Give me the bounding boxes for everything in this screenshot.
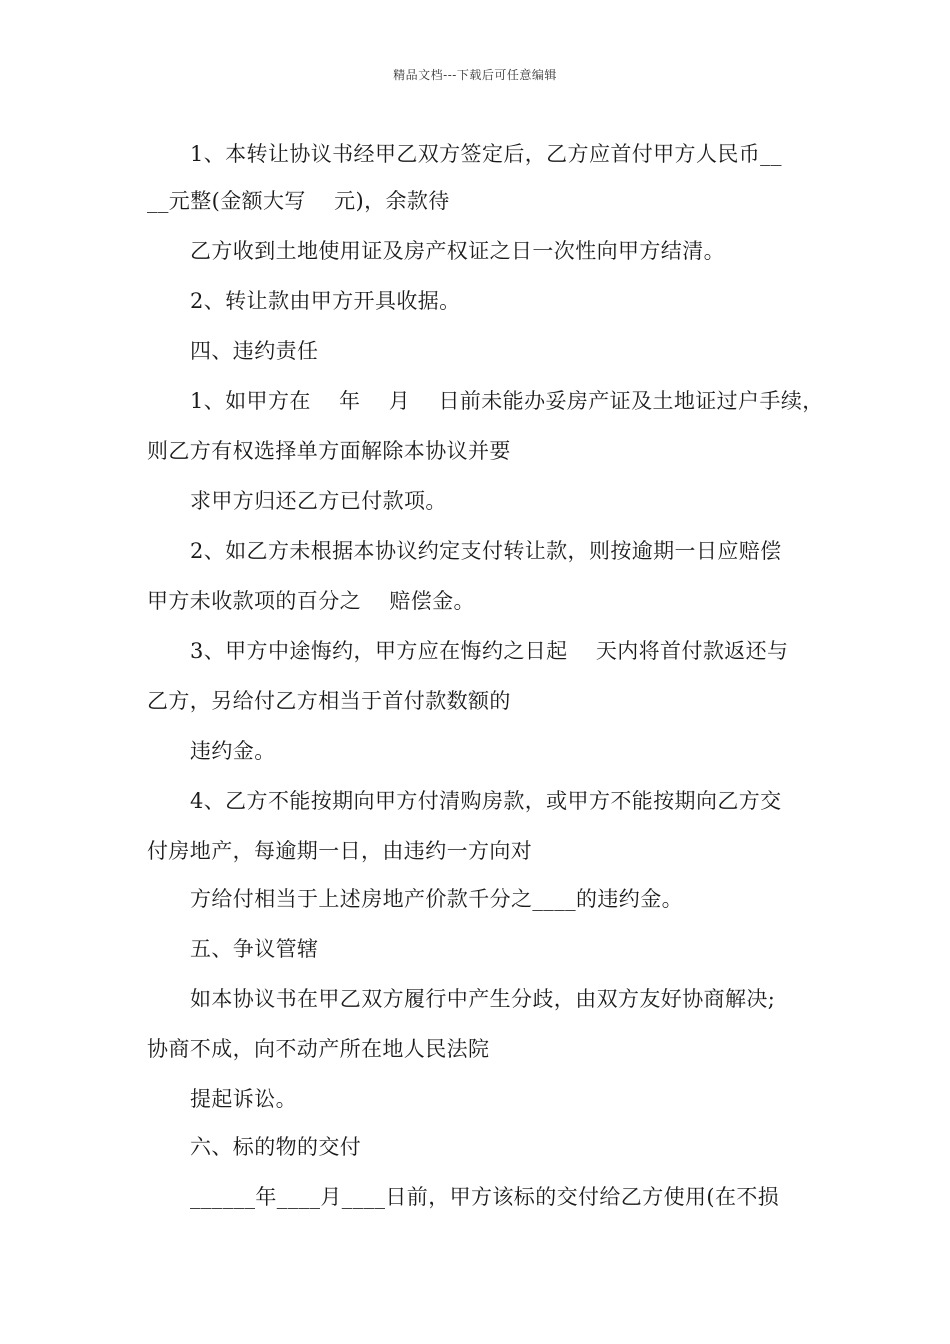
paragraph-line: 求甲方归还乙方已付款项。 [190, 489, 447, 513]
paragraph-line: 乙方，另给付乙方相当于首付款数额的 [147, 689, 511, 713]
paragraph-line: 乙方收到土地使用证及房产权证之日一次性向甲方结清。 [190, 239, 725, 263]
paragraph-line: ______年____月____日前，甲方该标的交付给乙方使用(在不损 [190, 1185, 780, 1209]
paragraph-line: 2、转让款由甲方开具收据。 [190, 289, 461, 313]
paragraph-line: 方给付相当于上述房地产价款千分之____的违约金。 [190, 887, 683, 911]
paragraph-line: 2、如乙方未根据本协议约定支付转让款，则按逾期一日应赔偿 [190, 539, 782, 563]
paragraph-line: 如本协议书在甲乙双方履行中产生分歧，由双方友好协商解决; [190, 987, 776, 1011]
paragraph-line: 违约金。 [190, 739, 276, 763]
section-heading: 五、争议管辖 [190, 937, 319, 961]
section-heading: 六、标的物的交付 [190, 1135, 362, 1159]
paragraph-line: 付房地产，每逾期一日，由违约一方向对 [147, 839, 533, 863]
paragraph-line: 1、本转让协议书经甲乙双方签定后，乙方应首付甲方人民币__ [190, 142, 782, 166]
paragraph-line: 协商不成，向不动产所在地人民法院 [147, 1037, 490, 1061]
paragraph-line: 提起诉讼。 [190, 1087, 297, 1111]
section-heading: 四、违约责任 [190, 339, 319, 363]
paragraph-line: 则乙方有权选择单方面解除本协议并要 [147, 439, 511, 463]
page-header: 精品文档---下载后可任意编辑 [393, 68, 557, 82]
paragraph-line: 4、乙方不能按期向甲方付清购房款，或甲方不能按期向乙方交 [190, 789, 782, 813]
paragraph-line: 3、甲方中途悔约，甲方应在悔约之日起 天内将首付款返还与 [190, 639, 789, 663]
paragraph-line: 1、如甲方在 年 月 日前未能办妥房产证及土地证过户手续， [190, 389, 824, 413]
paragraph-line: 甲方未收款项的百分之 赔偿金。 [147, 589, 475, 613]
paragraph-line: __元整(金额大写 元)，余款待 [147, 189, 450, 213]
